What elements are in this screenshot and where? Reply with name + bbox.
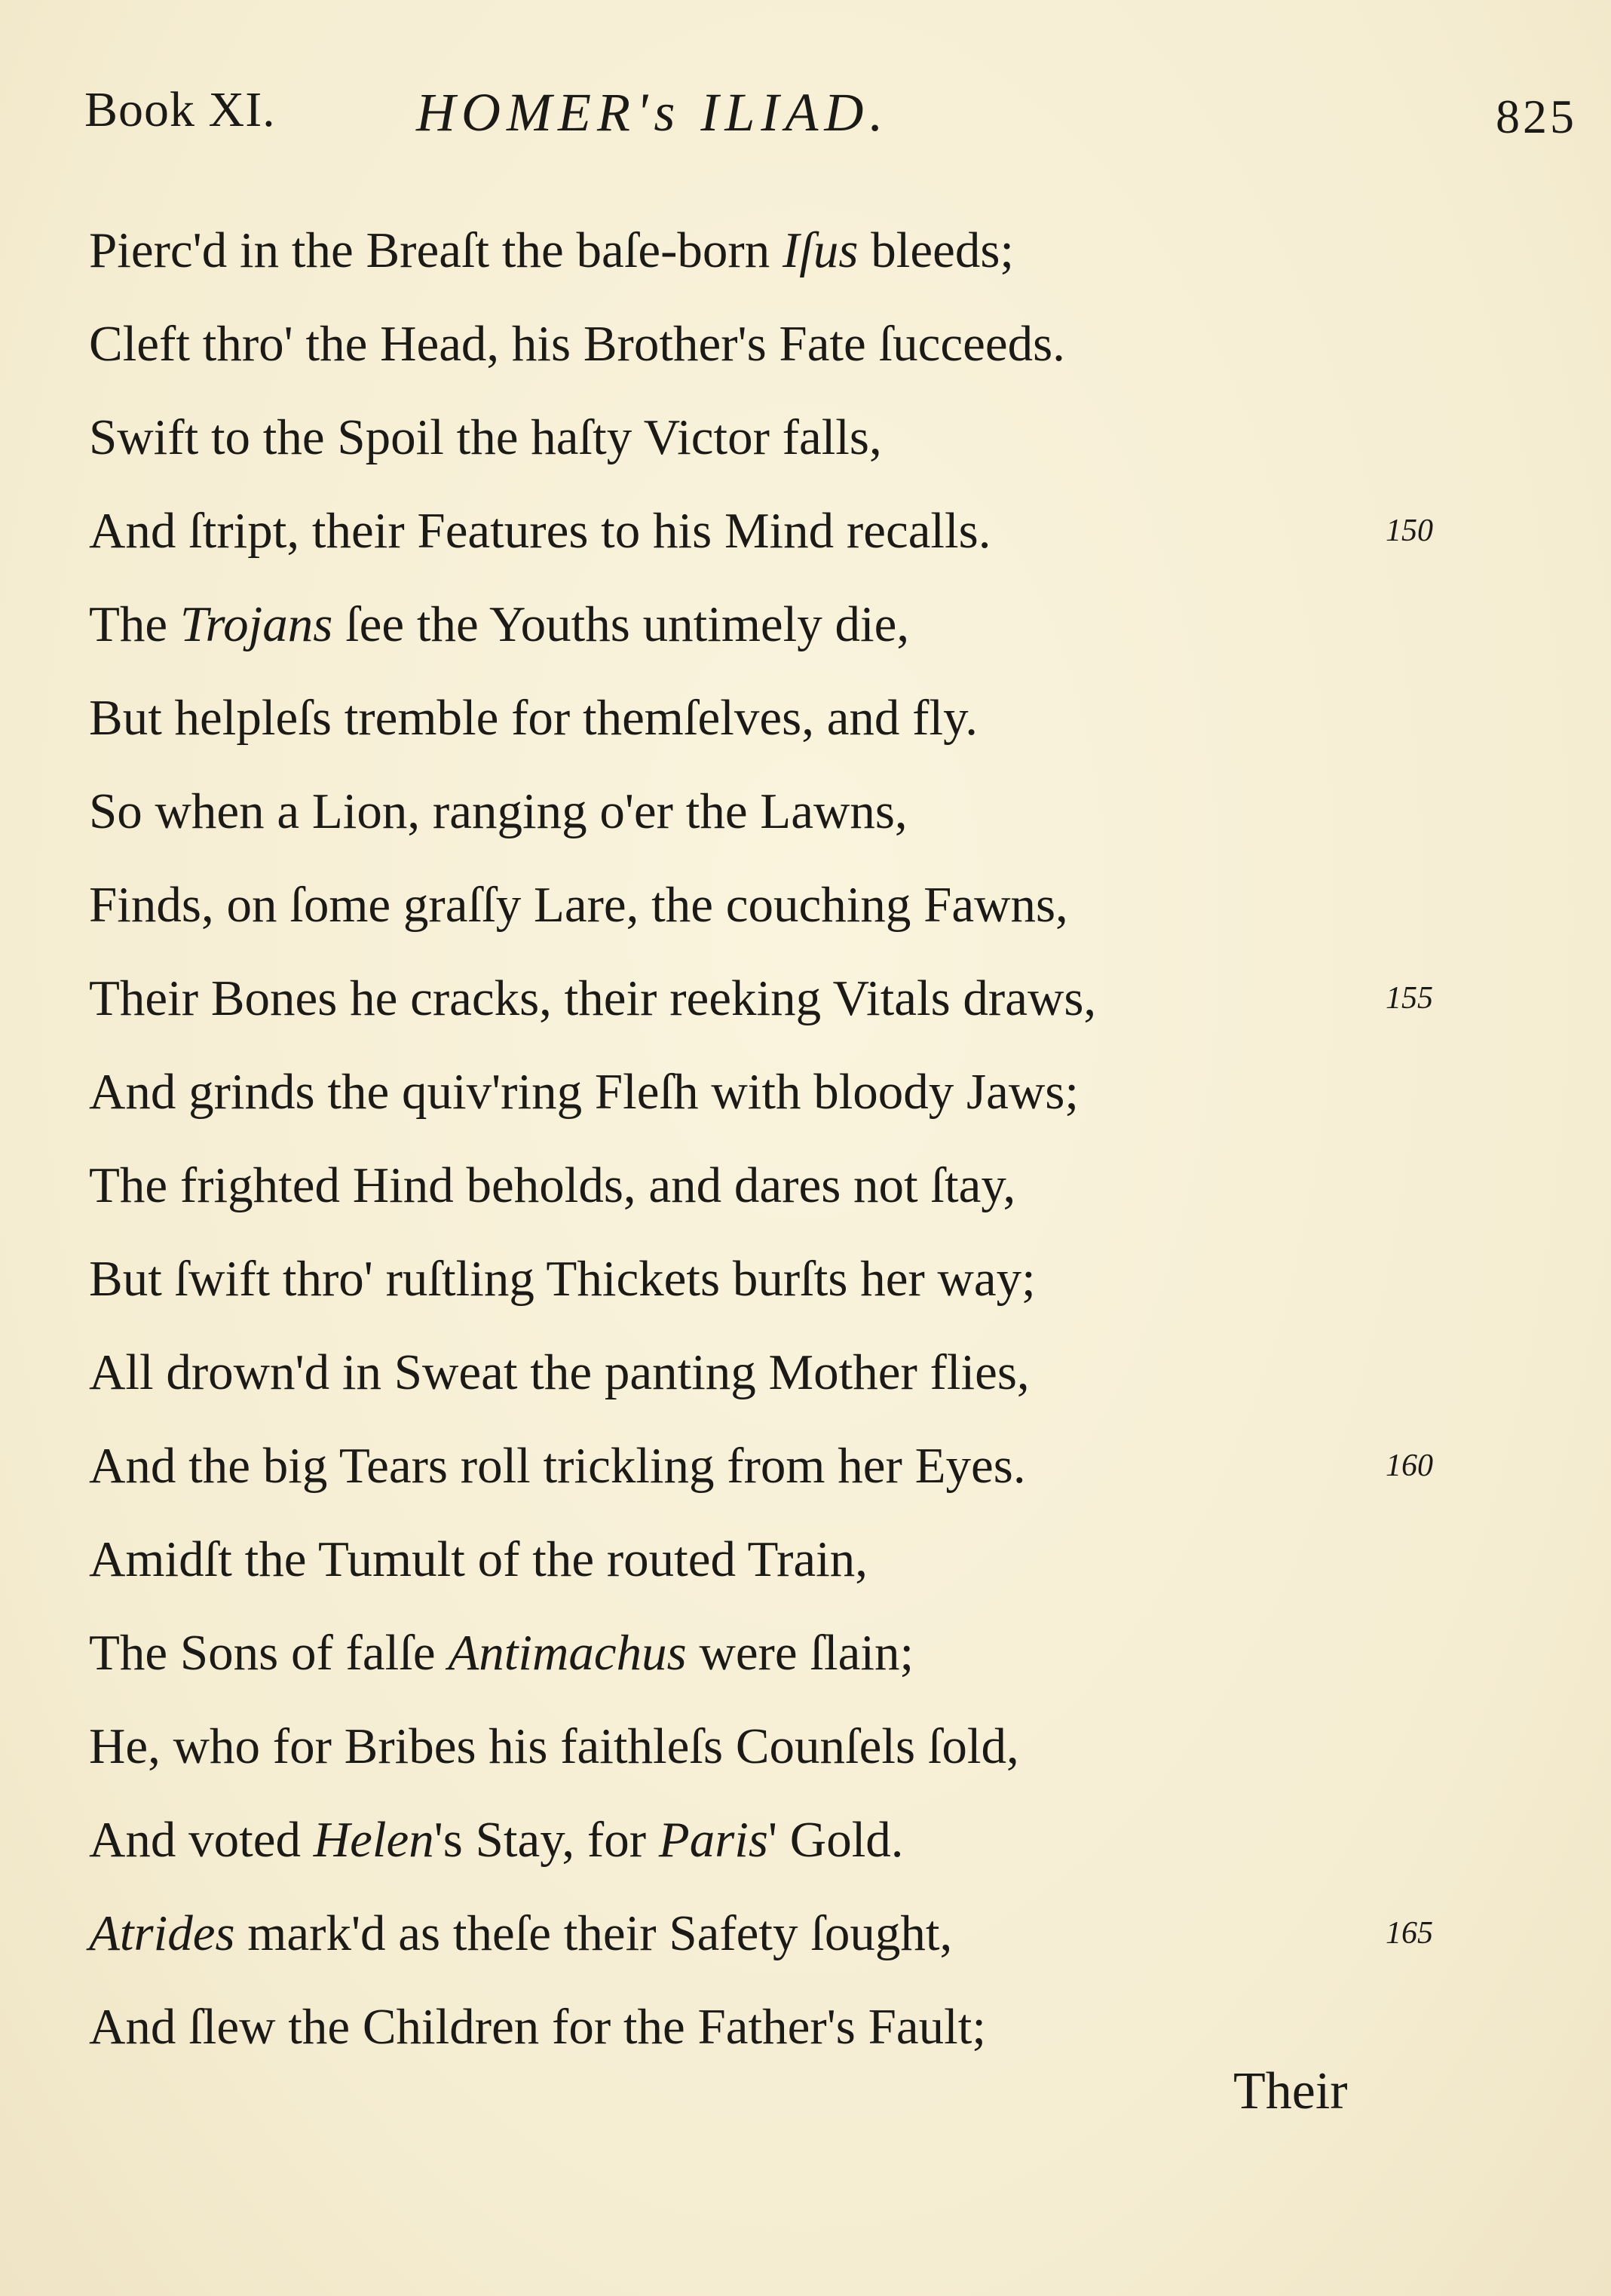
verse-line: [89, 1232, 1521, 1326]
verse-text: And grinds the quiv'ring Fleſh with bloody Jaws;: [89, 1064, 1079, 1120]
verse-text: The Sons of falſe Antimachus were ſlain;: [89, 1625, 914, 1681]
verse-line: [89, 1606, 1521, 1700]
verse-block: [89, 204, 1521, 2074]
verse-line: [89, 1419, 1521, 1513]
verse-line: [89, 1139, 1521, 1232]
verse-text: But helpleſs tremble for themſelves, and fly.: [89, 690, 979, 746]
verse-line: [89, 1887, 1521, 1980]
verse-line: [89, 578, 1521, 671]
verse-line: [89, 1793, 1521, 1887]
line-number: 165: [1386, 1916, 1433, 1951]
verse-text: So when a Lion, ranging o'er the Lawns,: [89, 783, 908, 839]
verse-line: [89, 952, 1521, 1045]
verse-text: And the big Tears roll trickling from her Eyes.: [89, 1438, 1026, 1494]
verse-line: [89, 204, 1521, 297]
verse-text: And voted Helen's Stay, for Paris' Gold.: [89, 1812, 904, 1868]
verse-text: The frighted Hind beholds, and dares not ſtay,: [89, 1157, 1016, 1213]
verse-line: [89, 1700, 1521, 1793]
verse-line: [89, 858, 1521, 952]
verse-text: Finds, on ſome graſſy Lare, the couching Fawns,: [89, 877, 1068, 933]
line-number: 155: [1386, 981, 1433, 1016]
verse-line: [89, 484, 1521, 578]
verse-text: Their Bones he cracks, their reeking Vitals draws,: [89, 970, 1097, 1026]
verse-line: [89, 1045, 1521, 1139]
verse-line: [89, 1980, 1521, 2074]
verse-line: [89, 671, 1521, 765]
verse-line: [89, 765, 1521, 858]
verse-text: The Trojans ſee the Youths untimely die,: [89, 596, 910, 652]
verse-text: Swift to the Spoil the haſty Victor falls,: [89, 409, 882, 465]
verse-text: Pierc'd in the Breaſt the baſe-born Iſus bleeds;: [89, 222, 1015, 278]
book-label: Book XI.: [84, 82, 276, 137]
verse-text: And ſlew the Children for the Father's Fault;: [89, 1999, 986, 2055]
verse-line: [89, 1513, 1521, 1606]
verse-text: He, who for Bribes his faithleſs Counſels ſold,: [89, 1718, 1019, 1774]
verse-text: Atrides mark'd as theſe their Safety ſought,: [89, 1905, 953, 1961]
verse-text: Cleft thro' the Head, his Brother's Fate ſucceeds.: [89, 316, 1065, 372]
verse-text: And ſtript, their Features to his Mind recalls.: [89, 503, 991, 559]
catchword: Their: [1233, 2062, 1348, 2120]
line-number: 160: [1386, 1448, 1433, 1483]
verse-line: [89, 391, 1521, 484]
verse-text: All drown'd in Sweat the panting Mother flies,: [89, 1344, 1030, 1400]
page-number: 825: [1496, 90, 1577, 143]
verse-line: [89, 1326, 1521, 1419]
running-header: [84, 81, 1577, 157]
line-number: 150: [1386, 513, 1433, 548]
running-title: HOMER's ILIAD.: [416, 82, 890, 143]
verse-text: Amidſt the Tumult of the routed Train,: [89, 1531, 868, 1587]
verse-text: But ſwift thro' ruſtling Thickets burſts her way;: [89, 1251, 1036, 1307]
verse-line: [89, 297, 1521, 391]
